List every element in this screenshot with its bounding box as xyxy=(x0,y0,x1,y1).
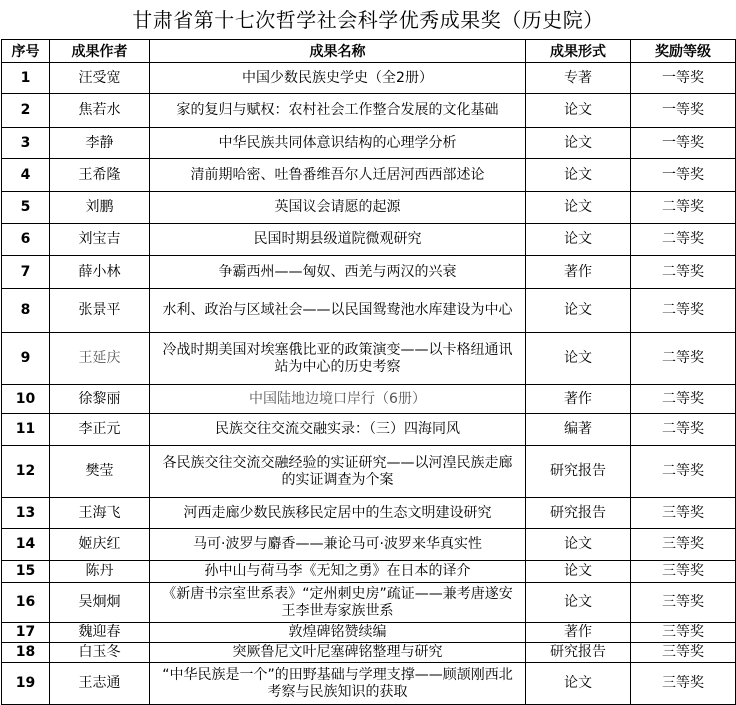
cell-grade: 一等奖 xyxy=(631,128,736,159)
cell-author: 薛小林 xyxy=(50,256,150,289)
cell-title: “中华民族是一个”的田野基础与学理支撑——顾颉刚西北考察与民族知识的获取 xyxy=(150,663,526,705)
cell-grade: 二等奖 xyxy=(631,385,736,414)
table-row xyxy=(2,128,736,159)
cell-grade: 一等奖 xyxy=(631,94,736,128)
cell-grade: 二等奖 xyxy=(631,289,736,333)
cell-form: 论文 xyxy=(526,159,631,192)
cell-form: 研究报告 xyxy=(526,498,631,529)
cell-seq: 18 xyxy=(2,643,50,663)
header-title: 成果名称 xyxy=(150,40,526,63)
table-row xyxy=(2,333,736,385)
table-row xyxy=(2,643,736,663)
cell-seq: 16 xyxy=(2,583,50,623)
cell-seq: 5 xyxy=(2,192,50,224)
awards-table xyxy=(1,39,736,705)
cell-grade: 三等奖 xyxy=(631,529,736,561)
cell-form: 论文 xyxy=(526,333,631,385)
table-row xyxy=(2,561,736,583)
cell-grade: 三等奖 xyxy=(631,583,736,623)
header-seq: 序号 xyxy=(2,40,50,63)
table-row xyxy=(2,446,736,498)
cell-author: 王希隆 xyxy=(50,159,150,192)
cell-seq: 14 xyxy=(2,529,50,561)
table-row xyxy=(2,289,736,333)
cell-title: 河西走廊少数民族移民定居中的生态文明建设研究 xyxy=(150,498,526,529)
cell-author: 汪受宽 xyxy=(50,63,150,94)
cell-author: 王海飞 xyxy=(50,498,150,529)
cell-form: 著作 xyxy=(526,385,631,414)
cell-title: 中国少数民族史学史（全2册） xyxy=(150,63,526,94)
cell-grade: 一等奖 xyxy=(631,159,736,192)
cell-form: 论文 xyxy=(526,529,631,561)
cell-author: 樊莹 xyxy=(50,446,150,498)
table-row xyxy=(2,583,736,623)
cell-title: 争霸西州——匈奴、西羌与两汉的兴衰 xyxy=(150,256,526,289)
cell-form: 论文 xyxy=(526,128,631,159)
cell-author: 李静 xyxy=(50,128,150,159)
cell-title: 清前期哈密、吐鲁番维吾尔人迁居河西西部述论 xyxy=(150,159,526,192)
cell-author: 姬庆红 xyxy=(50,529,150,561)
cell-seq: 17 xyxy=(2,623,50,643)
cell-form: 著作 xyxy=(526,256,631,289)
cell-author: 焦若水 xyxy=(50,94,150,128)
cell-title: 马可·波罗与麝香——兼论马可·波罗来华真实性 xyxy=(150,529,526,561)
cell-seq: 13 xyxy=(2,498,50,529)
cell-seq: 9 xyxy=(2,333,50,385)
cell-title: 民族交往交流交融实录：（三）四海同风 xyxy=(150,414,526,446)
cell-form: 论文 xyxy=(526,289,631,333)
table-row xyxy=(2,498,736,529)
cell-grade: 二等奖 xyxy=(631,414,736,446)
cell-grade: 一等奖 xyxy=(631,63,736,94)
cell-grade: 三等奖 xyxy=(631,623,736,643)
cell-form: 论文 xyxy=(526,663,631,705)
cell-author: 张景平 xyxy=(50,289,150,333)
table-row xyxy=(2,623,736,643)
table-header-row xyxy=(2,40,736,63)
cell-grade: 二等奖 xyxy=(631,446,736,498)
table-row xyxy=(2,192,736,224)
cell-title: 中华民族共同体意识结构的心理学分析 xyxy=(150,128,526,159)
cell-title: 冷战时期美国对埃塞俄比亚的政策演变——以卡格纽通讯站为中心的历史考察 xyxy=(150,333,526,385)
cell-grade: 三等奖 xyxy=(631,561,736,583)
table-row xyxy=(2,63,736,94)
cell-grade: 三等奖 xyxy=(631,643,736,663)
cell-grade: 二等奖 xyxy=(631,224,736,256)
cell-form: 专著 xyxy=(526,63,631,94)
cell-form: 研究报告 xyxy=(526,446,631,498)
cell-seq: 8 xyxy=(2,289,50,333)
table-row xyxy=(2,94,736,128)
cell-title: 敦煌碑铭赞续编 xyxy=(150,623,526,643)
cell-seq: 12 xyxy=(2,446,50,498)
cell-title: 突厥鲁尼文叶尼塞碑铭整理与研究 xyxy=(150,643,526,663)
cell-title: 中国陆地边境口岸行（6册） xyxy=(150,385,526,414)
cell-author: 王延庆 xyxy=(50,333,150,385)
table-row xyxy=(2,414,736,446)
cell-seq: 6 xyxy=(2,224,50,256)
cell-seq: 7 xyxy=(2,256,50,289)
cell-grade: 二等奖 xyxy=(631,256,736,289)
cell-grade: 三等奖 xyxy=(631,663,736,705)
table-row xyxy=(2,385,736,414)
cell-form: 论文 xyxy=(526,561,631,583)
cell-form: 著作 xyxy=(526,623,631,643)
cell-author: 白玉冬 xyxy=(50,643,150,663)
cell-author: 徐黎丽 xyxy=(50,385,150,414)
cell-form: 论文 xyxy=(526,583,631,623)
cell-author: 吴炯炯 xyxy=(50,583,150,623)
cell-seq: 15 xyxy=(2,561,50,583)
cell-grade: 三等奖 xyxy=(631,498,736,529)
cell-seq: 1 xyxy=(2,63,50,94)
cell-author: 魏迎春 xyxy=(50,623,150,643)
cell-seq: 19 xyxy=(2,663,50,705)
table-row xyxy=(2,159,736,192)
cell-author: 刘鹏 xyxy=(50,192,150,224)
cell-form: 研究报告 xyxy=(526,643,631,663)
cell-form: 编著 xyxy=(526,414,631,446)
header-form: 成果形式 xyxy=(526,40,631,63)
cell-title: 民国时期县级道院微观研究 xyxy=(150,224,526,256)
cell-author: 李正元 xyxy=(50,414,150,446)
cell-author: 刘宝吉 xyxy=(50,224,150,256)
table-row xyxy=(2,256,736,289)
cell-title: 英国议会请愿的起源 xyxy=(150,192,526,224)
table-row xyxy=(2,224,736,256)
cell-title: 各民族交往交流交融经验的实证研究——以河湟民族走廊的实证调查为个案 xyxy=(150,446,526,498)
cell-author: 王志通 xyxy=(50,663,150,705)
cell-form: 论文 xyxy=(526,192,631,224)
cell-seq: 4 xyxy=(2,159,50,192)
header-grade: 奖励等级 xyxy=(631,40,736,63)
cell-seq: 11 xyxy=(2,414,50,446)
cell-title: 《新唐书宗室世系表》“定州刺史房”疏证——兼考唐遂安王李世寿家族世系 xyxy=(150,583,526,623)
cell-seq: 10 xyxy=(2,385,50,414)
cell-title: 水利、政治与区域社会——以民国鸳鸯池水库建设为中心 xyxy=(150,289,526,333)
cell-form: 论文 xyxy=(526,94,631,128)
table-row xyxy=(2,663,736,705)
table-row xyxy=(2,529,736,561)
header-author: 成果作者 xyxy=(50,40,150,63)
cell-grade: 二等奖 xyxy=(631,333,736,385)
cell-title: 家的复归与赋权：农村社会工作整合发展的文化基础 xyxy=(150,94,526,128)
cell-form: 论文 xyxy=(526,224,631,256)
table-body xyxy=(2,63,736,705)
cell-seq: 3 xyxy=(2,128,50,159)
cell-author: 陈丹 xyxy=(50,561,150,583)
page-title: 甘肃省第十七次哲学社会科学优秀成果奖（历史院） xyxy=(132,8,604,32)
cell-title: 孙中山与荷马李《无知之勇》在日本的译介 xyxy=(150,561,526,583)
cell-seq: 2 xyxy=(2,94,50,128)
cell-grade: 二等奖 xyxy=(631,192,736,224)
